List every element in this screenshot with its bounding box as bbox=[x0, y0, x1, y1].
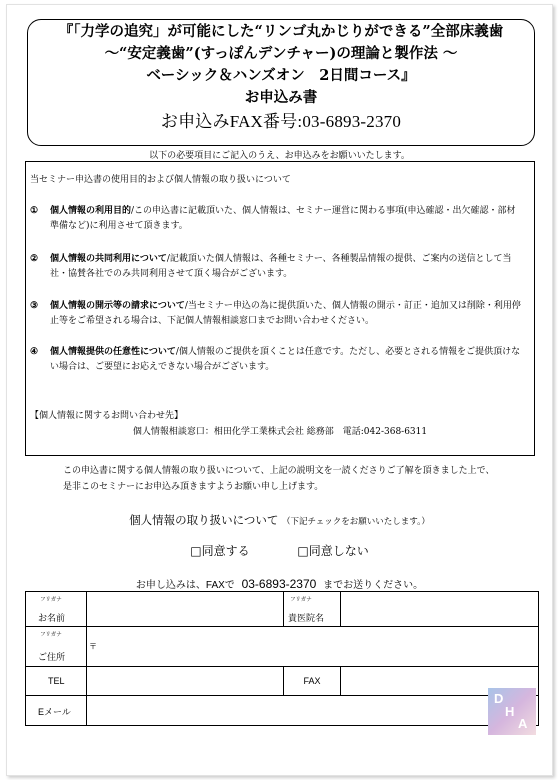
furigana-label: フリガナ bbox=[40, 597, 62, 603]
title-box bbox=[27, 19, 535, 146]
postal-mark: 〒 bbox=[89, 642, 97, 651]
address-field[interactable] bbox=[87, 627, 539, 667]
title-line-3: ベーシック＆ハンズオン 2日間コース』 bbox=[146, 67, 416, 84]
item-number: ① bbox=[30, 206, 39, 216]
privacy-intro: 当セミナー申込書の使用目的および個人情報の取り扱いについて bbox=[30, 175, 291, 185]
dha-logo bbox=[488, 688, 536, 735]
clinic-label-cell bbox=[284, 592, 341, 627]
disagree-checkbox[interactable]: □同意しない bbox=[297, 544, 369, 558]
email-label-cell bbox=[26, 696, 87, 726]
contact-details: 個人情報相談窓口：相田化学工業株式会社 総務部 電話:042-368-6311 bbox=[132, 427, 428, 437]
fax-label-cell bbox=[284, 667, 341, 696]
item-number: ④ bbox=[30, 347, 39, 357]
tel-field[interactable] bbox=[87, 667, 284, 696]
consent-paragraph bbox=[63, 463, 494, 495]
fax-instruction-suffix: までお送りください。 bbox=[323, 580, 424, 591]
item-text: /当セミナー申込の為に提供頂いた、個人情報の開示・訂正・追加又は削除・利用停止等をご希望される場合は、下記個人情報相談窓口までお問い合わせください。 bbox=[50, 301, 521, 326]
consent-heading-text: 個人情報の取り扱いについて bbox=[129, 513, 279, 527]
application-form-table bbox=[25, 591, 539, 726]
title-line-2: ～“安定義歯”(すっぽんデンチャー)の理論と製作法 ～ bbox=[104, 45, 458, 62]
privacy-item-purpose bbox=[30, 204, 524, 234]
consent-heading bbox=[7, 512, 552, 528]
fax-instruction-prefix: お申し込みは、FAXで bbox=[135, 580, 235, 591]
item-text: /記載頂いた個人情報は、各種セミナー、各種製品情報の提供、ご案内の送信として当社・協賛各社でのみ共同利用させて頂く場合がございます。 bbox=[50, 254, 512, 279]
consent-heading-note: （下記チェックをお願いいたします。） bbox=[282, 517, 430, 527]
furigana-label: フリガナ bbox=[290, 597, 312, 603]
item-text: /個人情報のご提供を頂くことは任意です。ただし、必要とされる情報をご提供頂けない場合は、ご要望にお応えできない場合がございます。 bbox=[50, 347, 521, 372]
item-heading: 個人情報の共同利用について bbox=[50, 254, 167, 264]
contact-heading: 【個人情報に関するお問い合わせ先】 bbox=[30, 411, 184, 421]
name-label-cell bbox=[26, 592, 87, 627]
privacy-item-disclosure bbox=[30, 299, 524, 329]
consent-paragraph-line-1: この申込書に関する個人情報の取り扱いについて、上記の説明文を一読くださりご了解を頂きました上で、 bbox=[63, 466, 495, 476]
clinic-name-field[interactable] bbox=[341, 592, 539, 627]
item-heading: 個人情報提供の任意性について bbox=[50, 347, 176, 357]
fax-number-heading: お申込みFAX番号:03-6893-2370 bbox=[160, 112, 402, 131]
item-heading: 個人情報の開示等の請求について bbox=[50, 301, 185, 311]
fax-label: FAX bbox=[303, 676, 321, 686]
consent-choices bbox=[7, 542, 552, 559]
document-page bbox=[6, 4, 553, 776]
item-number: ③ bbox=[30, 301, 39, 311]
privacy-item-shared-use bbox=[30, 252, 524, 282]
tel-label-cell bbox=[26, 667, 87, 696]
fax-instruction bbox=[7, 576, 552, 591]
title-line-4: お申込み書 bbox=[244, 89, 318, 106]
address-label-cell bbox=[26, 627, 87, 667]
item-text: /この申込書に記載頂いた、個人情報は、セミナー運営に関わる事項(申込確認・出欠確認・部材準備など)に利用させて頂きます。 bbox=[50, 206, 516, 231]
agree-checkbox[interactable]: □同意する bbox=[190, 544, 250, 558]
tel-label: TEL bbox=[48, 676, 65, 686]
email-label: Eメール bbox=[38, 707, 71, 717]
privacy-policy-box bbox=[25, 161, 535, 456]
name-field[interactable] bbox=[87, 592, 284, 627]
fax-instruction-number: 03-6893-2370 bbox=[241, 577, 317, 591]
logo-letter-d: D bbox=[494, 691, 504, 706]
name-label: お名前 bbox=[38, 613, 66, 623]
logo-letter-a: A bbox=[518, 716, 528, 731]
logo-letter-h: H bbox=[505, 704, 515, 719]
furigana-label: フリガナ bbox=[40, 632, 62, 638]
clinic-label: 貴医院名 bbox=[288, 613, 325, 623]
item-heading: 個人情報の利用目的 bbox=[50, 206, 132, 216]
email-field[interactable] bbox=[87, 696, 539, 726]
title-line-1: 『「力学の追究」が可能にした“リンゴ丸かじりができる”全部床義歯 bbox=[58, 23, 504, 40]
consent-paragraph-line-2: 是非このセミナーにお申込み頂きますようお願い申し上げます。 bbox=[63, 482, 324, 492]
address-label: ご住所 bbox=[38, 652, 66, 662]
instruction-note: 以下の必要項目にご記入のうえ、お申込みをお願いいたします。 bbox=[149, 151, 410, 161]
privacy-item-voluntary bbox=[30, 345, 524, 375]
item-number: ② bbox=[30, 254, 39, 264]
